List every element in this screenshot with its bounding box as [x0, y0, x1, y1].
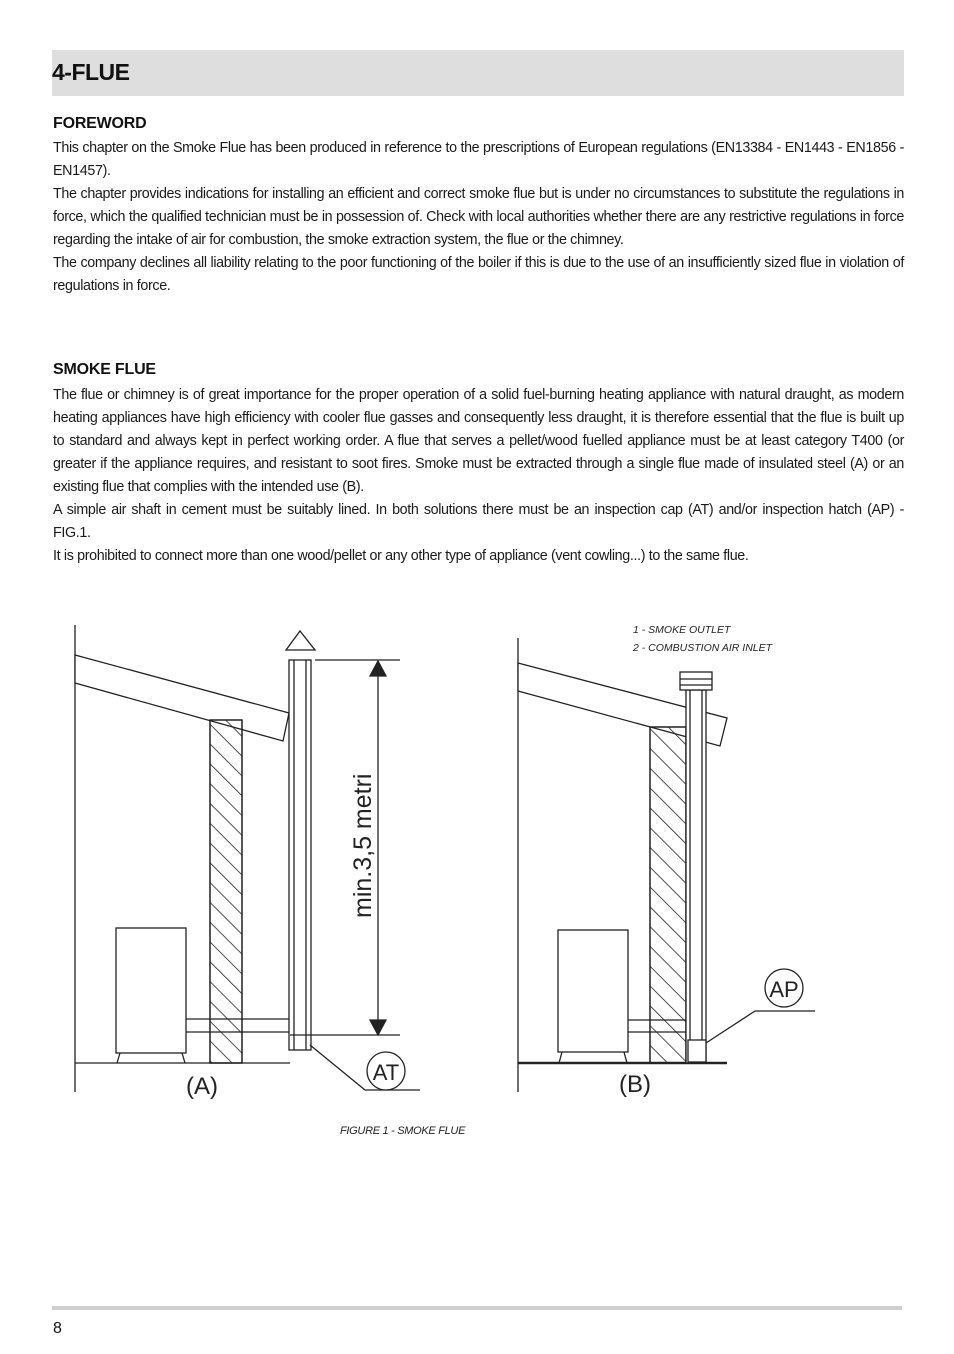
figure-caption: FIGURE 1 - SMOKE FLUE [340, 1125, 466, 1137]
section-title: 4-FLUE [52, 59, 130, 85]
diagram-b-label: (B) [619, 1071, 651, 1098]
diagram-a-label: (A) [186, 1073, 218, 1100]
smoke-flue-text [53, 384, 904, 568]
foreword-text [53, 137, 904, 298]
footer-rule [52, 1306, 902, 1310]
inspection-cap-label: AT [372, 1060, 400, 1085]
foreword-paragraph: The chapter provides indications for installing an efficient and correct smoke flue but is under no circumstances to substitute the regulations in force, which the qualified technician must be in possession of. Check with local authorities whether there are any restrictive regulations in force regarding the intake of air for combustion, the smoke extraction system, the flue or the chimney. [53, 186, 904, 248]
page-number: 8 [53, 1320, 62, 1337]
smoke-flue-paragraph: The flue or chimney is of great importance for the proper operation of a solid fuel-burning heating appliance with natural draught, as modern heating appliances have high efficiency with cooler flue gasses and consequently less draught, it is therefore essential that the flue is built up to standard and always kept in perfect working order. A flue that serves a pellet/wood fuelled appliance must be at least category T400 (or greater if the appliance requires, and resistant to soot fires. Smoke must be extracted through a single flue made of insulated steel (A) or an existing flue that complies with the intended use (B). [53, 387, 904, 495]
smoke-flue-heading: SMOKE FLUE [53, 361, 156, 378]
smoke-flue-paragraph: It is prohibited to connect more than one wood/pellet or any other type of appliance (vent cowling...) to the same flue. [53, 548, 749, 564]
smoke-flue-paragraph: A simple air shaft in cement must be suitably lined. In both solutions there must be an inspection cap (AT) and/or inspection hatch (AP) - FIG.1. [53, 502, 904, 541]
diagram-b [518, 638, 815, 1092]
foreword-paragraph: The company declines all liability relating to the poor functioning of the boiler if this is due to the use of an insufficiently sized flue in violation of regulations in force. [53, 255, 904, 294]
inspection-hatch-label: AP [769, 977, 799, 1002]
height-label: min.3,5 metri [349, 773, 377, 918]
foreword-paragraph: This chapter on the Smoke Flue has been produced in reference to the prescriptions of European regulations (EN13384 - EN1443 - EN1856 - EN1457). [53, 140, 904, 179]
legend-combustion-air-inlet: 2 - COMBUSTION AIR INLET [633, 642, 773, 654]
legend-smoke-outlet: 1 - SMOKE OUTLET [633, 624, 731, 636]
section-header-bar [52, 50, 904, 96]
smoke-flue-figure [0, 600, 954, 1120]
foreword-heading: FOREWORD [53, 115, 147, 132]
